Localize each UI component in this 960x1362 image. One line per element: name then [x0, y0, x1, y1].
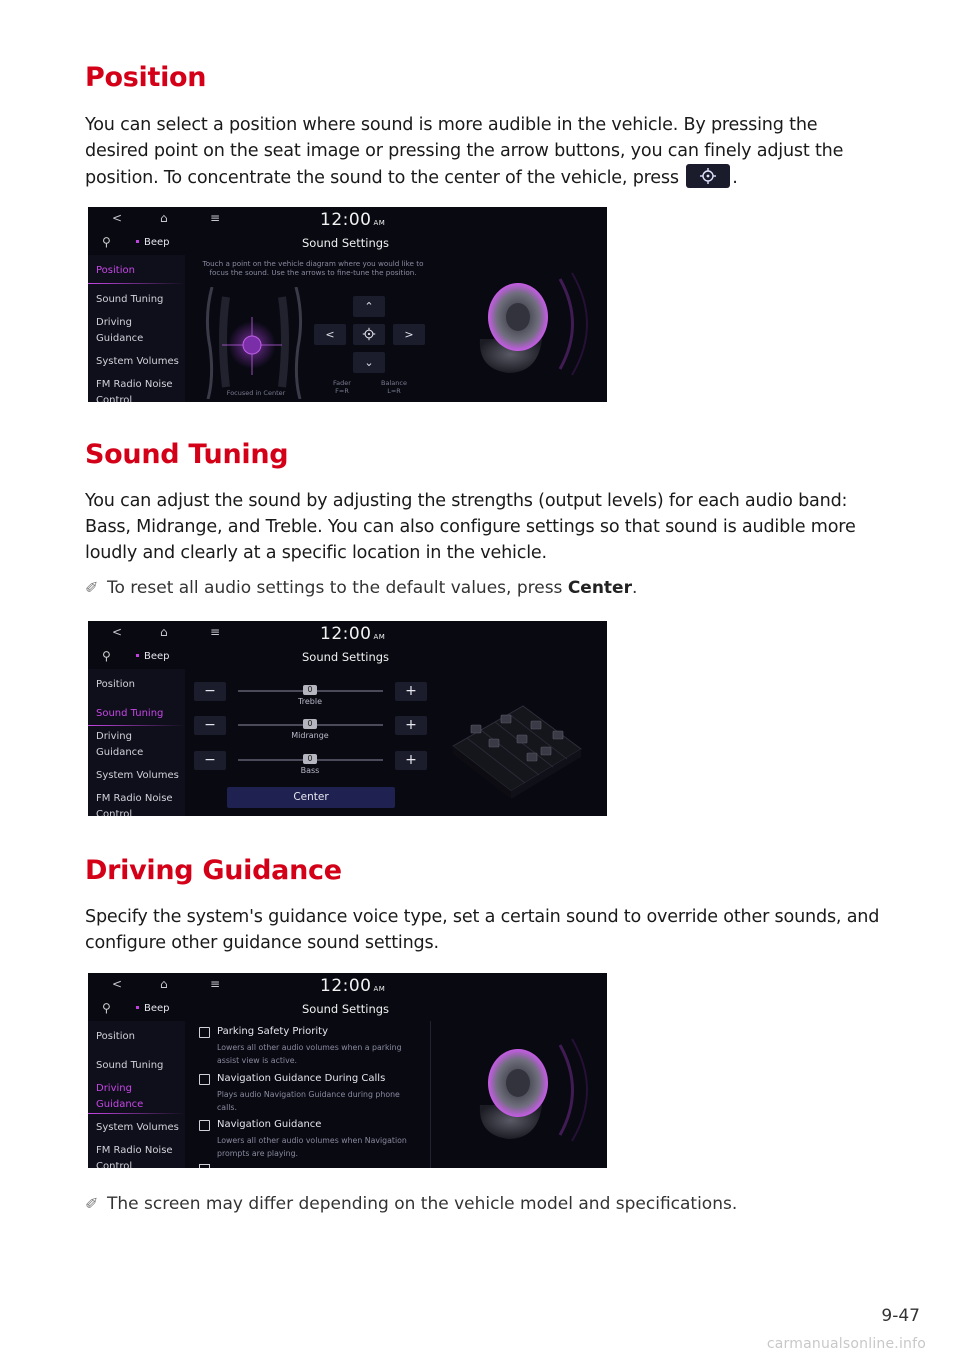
sub-bar	[88, 233, 607, 255]
position-description: You can select a position where sound is more audible in the vehicle. By pressing the desired point on the seat image or pressing the arrow buttons, you can finely adjust the position. To concentrate the sound to the center of the vehicle, press .	[85, 115, 844, 188]
seat-diagram[interactable]	[192, 287, 316, 399]
arrow-right-button[interactable]: >	[393, 324, 425, 345]
active-indicator	[88, 725, 185, 726]
balance-readout: Balance L=R	[381, 379, 407, 395]
position-hint: Touch a point on the vehicle diagram where you would like to focus the sound. Use the arrows to fine-tune the position.	[202, 259, 424, 277]
sidebar-item-position[interactable]: Position	[96, 679, 135, 690]
target-icon	[686, 164, 730, 188]
note-pencil-icon: ✐	[85, 1194, 99, 1213]
watermark: carmanualsonline.info	[766, 1336, 926, 1352]
sidebar-item-position[interactable]: Position	[96, 265, 135, 276]
menu-icon[interactable]: ≡	[210, 625, 221, 639]
option-description: Lowers all other audio volumes when Navigation prompts are playing.	[217, 1136, 407, 1158]
sidebar-item-sound-tuning[interactable]: Sound Tuning	[96, 294, 164, 305]
clock: 12:00 AM	[320, 210, 386, 230]
partial-checkbox	[199, 1164, 210, 1168]
sidebar-item-sound-tuning[interactable]: Sound Tuning	[96, 708, 164, 719]
driving-guidance-description: Specify the system's guidance voice type, set a certain sound to override other sounds, and configure other guidance sound settings.	[85, 907, 880, 953]
midrange-plus-button[interactable]: +	[395, 716, 427, 735]
beep-toggle[interactable]: Beep	[136, 237, 170, 248]
option-title: Navigation Guidance During Calls	[217, 1073, 386, 1084]
sidebar-item-system-volumes[interactable]: System Volumes	[96, 770, 179, 781]
settings-sidebar	[88, 1021, 185, 1168]
sidebar-item-fm-noise[interactable]: FM Radio Noise	[96, 1145, 173, 1156]
search-icon[interactable]: ⚲	[102, 649, 111, 663]
checkbox[interactable]	[199, 1074, 210, 1085]
settings-sidebar	[88, 669, 185, 816]
menu-icon[interactable]: ≡	[210, 211, 221, 225]
sidebar-item-fm-noise[interactable]: FM Radio Noise	[96, 379, 173, 390]
screen-title: Sound Settings	[302, 236, 390, 250]
sidebar-item-driving[interactable]: Driving	[96, 1083, 132, 1094]
treble-label: Treble	[298, 697, 322, 706]
back-icon[interactable]: <	[112, 211, 123, 225]
center-button[interactable]: Center	[227, 787, 395, 808]
search-icon[interactable]: ⚲	[102, 235, 111, 249]
speaker-icon	[460, 1035, 600, 1155]
checkbox[interactable]	[199, 1027, 210, 1038]
target-icon	[362, 327, 376, 341]
divider	[430, 1021, 431, 1168]
arrow-left-button[interactable]: <	[314, 324, 346, 345]
arrow-down-button[interactable]: ⌄	[353, 352, 385, 373]
bass-plus-button[interactable]: +	[395, 751, 427, 770]
equalizer-illustration	[443, 691, 583, 801]
note-pencil-icon: ✐	[85, 578, 99, 597]
sidebar-item-driving[interactable]: Driving	[96, 731, 132, 742]
midrange-label: Midrange	[291, 731, 329, 740]
arrow-up-button[interactable]: ⌃	[353, 296, 385, 317]
screen-title: Sound Settings	[302, 1002, 390, 1016]
screen-driving-guidance	[88, 973, 607, 1168]
sidebar-item-position[interactable]: Position	[96, 1031, 135, 1042]
bass-minus-button[interactable]: −	[194, 751, 226, 770]
page-number: 9-47	[881, 1306, 920, 1326]
home-icon[interactable]: ⌂	[160, 625, 168, 639]
sound-tuning-description: You can adjust the sound by adjusting the strengths (output levels) for each audio band: Bass, Midrange, and Treble. You can also configure settings so that sound is audible more loudly and clearly at a specific location in the vehicle.	[85, 491, 856, 563]
midrange-minus-button[interactable]: −	[194, 716, 226, 735]
sub-bar	[88, 647, 607, 669]
section-title-position: Position	[85, 62, 207, 93]
sidebar-item-system-volumes[interactable]: System Volumes	[96, 1122, 179, 1133]
top-bar	[88, 973, 607, 999]
reset-note: ✐ To reset all audio settings to the default values, press Center.	[85, 578, 638, 598]
sidebar-item-driving[interactable]: Driving	[96, 317, 132, 328]
treble-value: 0	[303, 685, 317, 695]
center-target-button[interactable]	[353, 324, 385, 345]
treble-minus-button[interactable]: −	[194, 682, 226, 701]
home-icon[interactable]: ⌂	[160, 977, 168, 991]
clock: 12:00 AM	[320, 976, 386, 996]
section-title-sound-tuning: Sound Tuning	[85, 439, 289, 470]
screen-sound-tuning	[88, 621, 607, 816]
clock: 12:00 AM	[320, 624, 386, 644]
option-title: Parking Safety Priority	[217, 1026, 329, 1037]
screen-position	[88, 207, 607, 402]
sidebar-item-control[interactable]: Control	[96, 809, 133, 816]
option-title: Navigation Guidance	[217, 1119, 322, 1130]
back-icon[interactable]: <	[112, 977, 123, 991]
sidebar-item-control[interactable]: Control	[96, 395, 133, 402]
home-icon[interactable]: ⌂	[160, 211, 168, 225]
top-bar	[88, 621, 607, 647]
fader-readout: Fader F=R	[333, 379, 351, 395]
bass-value: 0	[303, 754, 317, 764]
active-indicator	[88, 1113, 185, 1114]
menu-icon[interactable]: ≡	[210, 977, 221, 991]
speaker-icon	[460, 269, 600, 389]
focus-status: Focused in Center	[226, 389, 286, 397]
back-icon[interactable]: <	[112, 625, 123, 639]
beep-toggle[interactable]: Beep	[136, 651, 170, 662]
sidebar-item-guidance[interactable]: Guidance	[96, 333, 144, 344]
search-icon[interactable]: ⚲	[102, 1001, 111, 1015]
screen-title: Sound Settings	[302, 650, 390, 664]
sidebar-item-guidance[interactable]: Guidance	[96, 1099, 144, 1110]
sidebar-item-guidance[interactable]: Guidance	[96, 747, 144, 758]
screen-disclaimer-note: ✐ The screen may differ depending on the vehicle model and specifications.	[85, 1194, 738, 1214]
option-description: Plays audio Navigation Guidance during phone calls.	[217, 1090, 400, 1112]
option-description: Lowers all other audio volumes when a parking assist view is active.	[217, 1043, 402, 1065]
active-indicator	[88, 283, 185, 284]
bass-label: Bass	[300, 766, 320, 775]
sidebar-item-control[interactable]: Control	[96, 1161, 133, 1168]
treble-plus-button[interactable]: +	[395, 682, 427, 701]
settings-sidebar	[88, 255, 185, 402]
sidebar-item-sound-tuning[interactable]: Sound Tuning	[96, 1060, 164, 1071]
sidebar-item-system-volumes[interactable]: System Volumes	[96, 356, 179, 367]
beep-toggle[interactable]: Beep	[136, 1003, 170, 1014]
top-bar	[88, 207, 607, 233]
checkbox[interactable]	[199, 1120, 210, 1131]
midrange-value: 0	[303, 719, 317, 729]
sub-bar	[88, 999, 607, 1021]
sidebar-item-fm-noise[interactable]: FM Radio Noise	[96, 793, 173, 804]
section-title-driving-guidance: Driving Guidance	[85, 855, 342, 886]
